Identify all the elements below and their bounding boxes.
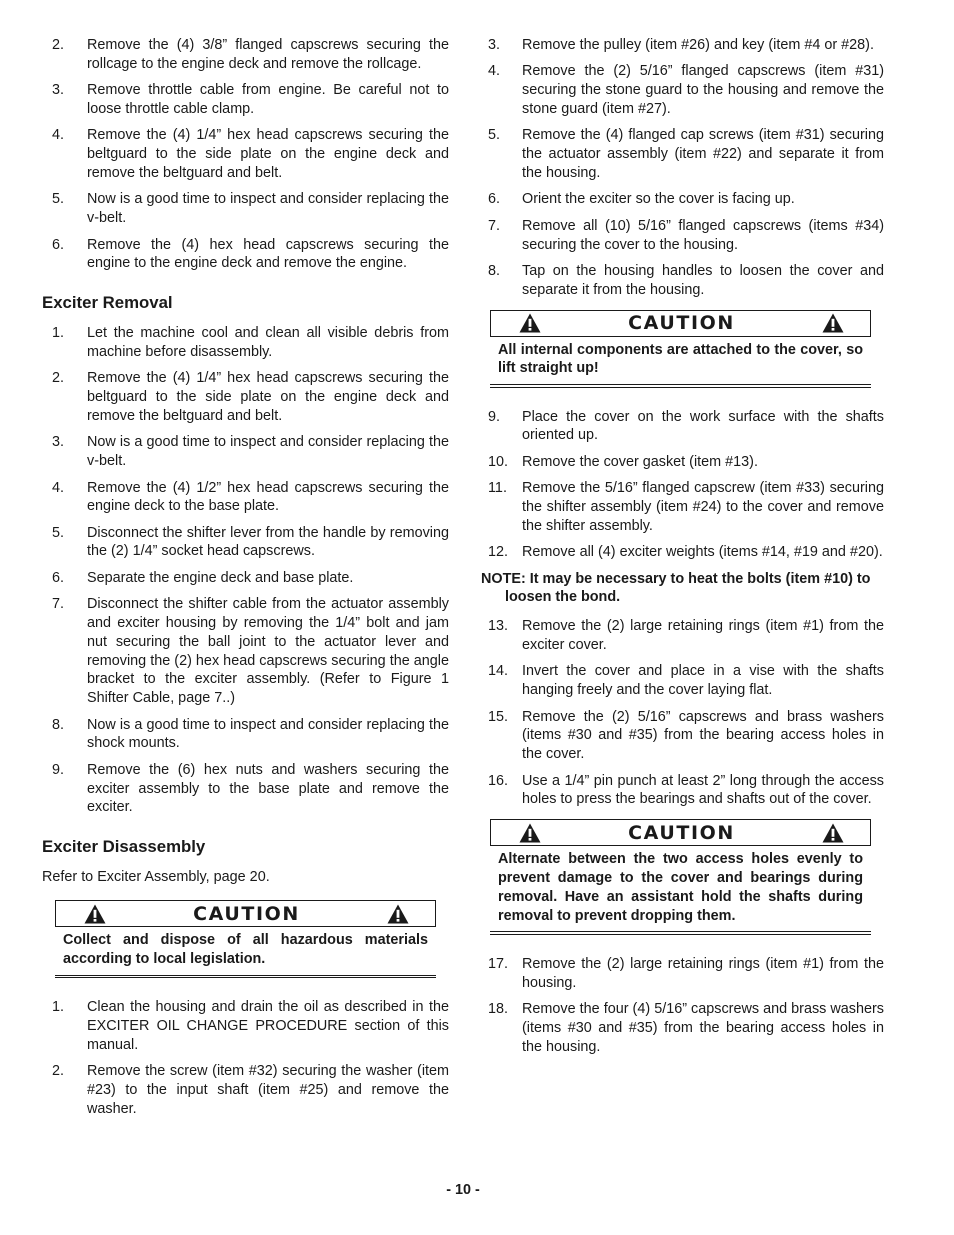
caution-label: CAUTION [628, 312, 735, 335]
caution-divider [490, 931, 871, 935]
note-text: NOTE: It may be necessary to heat the bolts (item #10) to loosen the bond. [481, 570, 871, 606]
page-number: - 10 - [446, 1182, 480, 1198]
step-text: Remove the (4) 1/4” hex head capscrews securing the beltguard to the side plate on the engine deck and remove the beltguard and belt. [87, 370, 449, 424]
warning-icon [84, 904, 106, 924]
caution-label: CAUTION [628, 821, 735, 844]
list-item [42, 36, 449, 74]
reference-text: Refer to Exciter Assembly, page 20. [42, 869, 270, 886]
step-text: Remove the cover gasket (item #13). [522, 453, 758, 470]
list-item [481, 617, 884, 655]
list-item [481, 408, 884, 446]
list-item [481, 453, 884, 472]
step-text: Remove the (4) 3/8” flanged capscrews securing the rollcage to the engine deck and remove the rollcage. [87, 37, 449, 72]
caution-text: Collect and dispose of all hazardous materials according to local legislation. [63, 932, 428, 967]
step-text: Remove the (2) 5/16” flanged capscrews (item #31) securing the stone guard to the housing and remove the stone guard (item #27). [522, 63, 884, 117]
step-text: Place the cover on the work surface with the shafts oriented up. [522, 408, 884, 444]
step-text: Remove the (4) 1/2” hex head capscrews securing the engine deck to the base plate. [87, 479, 449, 515]
step-text: Now is a good time to inspect and consider replacing the v-belt. [87, 434, 449, 470]
caution-divider [55, 975, 436, 979]
warning-icon [822, 823, 844, 843]
step-list [481, 955, 884, 1057]
step-number: 15. [488, 708, 509, 725]
list-item [481, 190, 884, 209]
step-number: 2. [52, 370, 65, 387]
step-number: 1. [52, 999, 65, 1016]
step-number: 16. [488, 772, 509, 789]
list-item [42, 1062, 449, 1118]
step-number: 3. [488, 37, 501, 53]
step-list [481, 36, 884, 300]
list-item [481, 262, 884, 300]
step-list [481, 617, 884, 809]
step-text: Use a 1/4” pin punch at least 2” long through the access holes to press the bearings and shafts out of the cover. [522, 772, 884, 808]
right-column [481, 36, 884, 1064]
step-number: 5. [488, 127, 501, 144]
list-item [42, 369, 449, 425]
list-item [42, 479, 449, 517]
step-text: Separate the engine deck and base plate. [87, 569, 354, 586]
list-item [481, 217, 884, 255]
step-list [42, 324, 449, 817]
list-item [481, 955, 884, 993]
step-number: 5. [52, 191, 65, 208]
step-number: 4. [52, 127, 65, 144]
caution-block [490, 819, 871, 935]
step-text: Remove all (4) exciter weights (items #14, #19 and #20). [522, 544, 883, 561]
list-item [481, 62, 884, 118]
warning-icon [387, 904, 409, 924]
step-text: Disconnect the shifter lever from the handle by removing the (2) 1/4” socket head capscrews. [87, 524, 449, 560]
step-text: Clean the housing and drain the oil as described in the EXCITER OIL CHANGE PROCEDURE section of this manual. [87, 999, 449, 1053]
step-number: 18. [488, 1001, 509, 1017]
list-item [481, 662, 884, 700]
caution-divider [490, 384, 871, 388]
step-text: Remove throttle cable from engine. Be careful not to loose throttle cable clamp. [87, 82, 449, 117]
step-number: 6. [488, 191, 501, 208]
list-item [42, 761, 449, 817]
step-number: 17. [488, 955, 509, 972]
step-number: 7. [52, 596, 65, 613]
list-item [481, 36, 884, 55]
list-item [42, 190, 449, 228]
step-number: 4. [488, 63, 501, 80]
step-text: Remove the four (4) 5/16” capscrews and brass washers (items #30 and #35) from the bearing access holes in the housing. [522, 1001, 884, 1055]
step-text: Remove the (2) large retaining rings (item #1) from the exciter cover. [522, 618, 884, 653]
step-number: 7. [488, 217, 501, 234]
caution-label: CAUTION [193, 902, 300, 925]
step-number: 3. [52, 434, 65, 451]
step-list [42, 998, 449, 1118]
step-number: 3. [52, 82, 65, 99]
step-number: 9. [52, 761, 65, 778]
step-number: 8. [488, 262, 501, 279]
list-item [42, 81, 449, 119]
step-text: Remove the (2) 5/16” capscrews and brass washers (items #30 and #35) from the bearing access holes in the cover. [522, 708, 884, 763]
step-text: Remove the (2) large retaining rings (item #1) from the housing. [522, 955, 884, 991]
step-text: Remove the (6) hex nuts and washers securing the exciter assembly to the base plate and remove the exciter. [87, 761, 449, 816]
step-number: 8. [52, 716, 65, 733]
caution-text: All internal components are attached to the cover, so lift straight up! [498, 341, 863, 377]
step-number: 13. [488, 618, 509, 635]
warning-icon [519, 313, 541, 333]
caution-header [490, 819, 871, 846]
caution-text: Alternate between the two access holes evenly to prevent damage to the cover and bearings during removal. Have an assistant hold the shafts during removal to prevent dropping them. [498, 851, 863, 924]
step-number: 12. [488, 544, 509, 561]
list-item [42, 716, 449, 754]
list-item [481, 126, 884, 182]
section-heading-exciter-removal: Exciter Removal [42, 293, 173, 313]
left-column [42, 36, 449, 1126]
list-item [481, 543, 884, 562]
step-number: 1. [52, 325, 65, 342]
caution-header [55, 900, 436, 927]
list-item [42, 324, 449, 362]
step-text: Remove the pulley (item #26) and key (item #4 or #28). [522, 37, 874, 53]
section-heading-exciter-disassembly: Exciter Disassembly [42, 837, 206, 857]
step-text: Remove the (4) 1/4” hex head capscrews securing the beltguard to the side plate on the engine deck and remove the beltguard and belt. [87, 127, 449, 181]
step-text: Orient the exciter so the cover is facing up. [522, 191, 795, 208]
list-item [42, 524, 449, 562]
step-text: Remove the (4) flanged cap screws (item #31) securing the actuator assembly (item #22) and separate it from the housing. [522, 127, 884, 181]
list-item [42, 595, 449, 708]
step-number: 14. [488, 663, 509, 680]
list-item [42, 236, 449, 274]
step-number: 2. [52, 1063, 65, 1080]
step-text: Remove the screw (item #32) securing the washer (item #23) to the input shaft (item #25) and remove the washer. [87, 1063, 449, 1117]
step-text: Remove the 5/16” flanged capscrew (item #33) securing the shifter assembly (item #24) to the cover and remove the shifter assembly. [522, 480, 884, 534]
step-number: 2. [52, 37, 65, 53]
list-item [481, 479, 884, 535]
list-item [481, 1000, 884, 1056]
step-text: Disconnect the shifter cable from the actuator assembly and exciter housing by removing the 1/4” bolt and jam nut securing the ball joint to the actuator lever and removing the (2) hex head capscrews securing the angle bracket to the exciter assembly. (Refer to Figure 1 Shifter Cable, page 7..) [87, 596, 449, 707]
warning-icon [519, 823, 541, 843]
step-number: 10. [488, 453, 509, 470]
step-text: Remove all (10) 5/16” flanged capscrews (items #34) securing the cover to the housing. [522, 217, 884, 253]
step-text: Tap on the housing handles to loosen the cover and separate it from the housing. [522, 262, 884, 298]
step-list [42, 36, 449, 273]
list-item [481, 772, 884, 810]
list-item [42, 569, 449, 588]
step-list [481, 408, 884, 562]
step-number: 5. [52, 524, 65, 541]
step-text: Remove the (4) hex head capscrews securing the engine to the engine deck and remove the engine. [87, 236, 449, 272]
list-item [42, 433, 449, 471]
list-item [42, 998, 449, 1054]
step-number: 4. [52, 479, 65, 496]
step-number: 9. [488, 408, 501, 425]
step-text: Invert the cover and place in a vise with the shafts hanging freely and the cover laying flat. [522, 663, 884, 699]
step-number: 6. [52, 236, 65, 253]
caution-block [490, 310, 871, 388]
warning-icon [822, 313, 844, 333]
caution-header [490, 310, 871, 337]
list-item [481, 708, 884, 764]
step-text: Now is a good time to inspect and consider replacing the v-belt. [87, 191, 449, 227]
step-text: Now is a good time to inspect and consider replacing the shock mounts. [87, 716, 449, 752]
caution-block [55, 900, 436, 978]
step-number: 11. [488, 480, 507, 497]
list-item [42, 126, 449, 182]
step-text: Let the machine cool and clean all visible debris from machine before disassembly. [87, 325, 449, 360]
step-number: 6. [52, 569, 65, 586]
